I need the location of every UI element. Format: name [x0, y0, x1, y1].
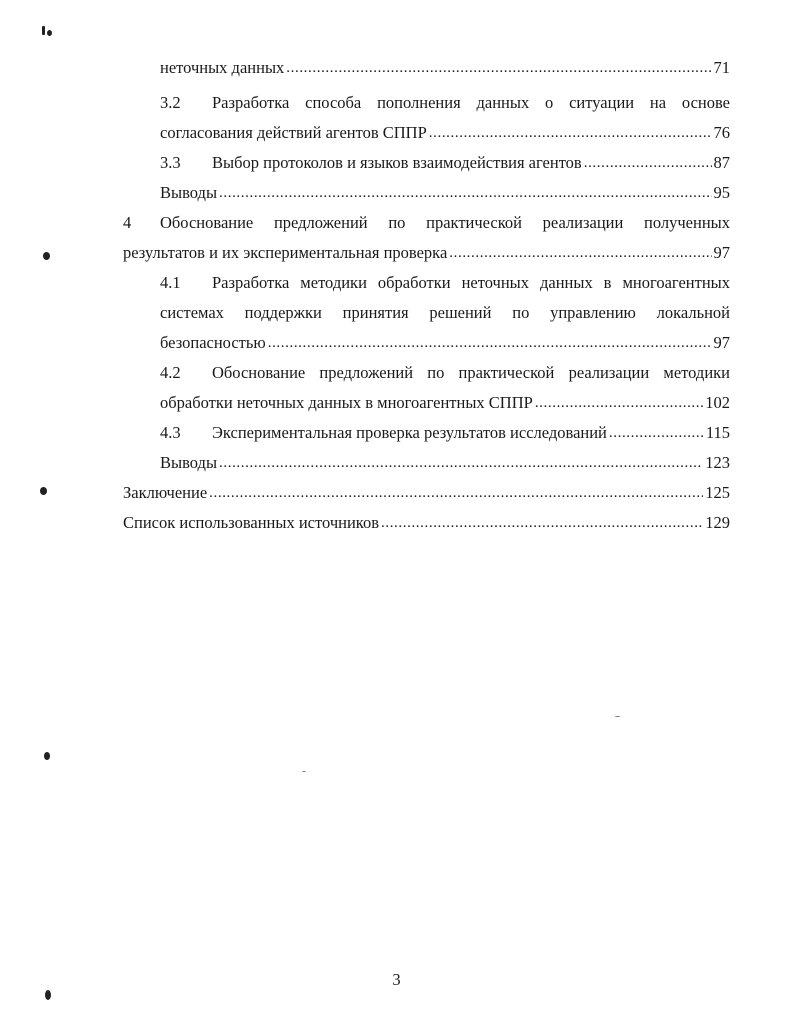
toc-entry-text: Экспериментальная проверка результатов исследований	[212, 423, 607, 442]
toc-entry-text: безопасностью	[160, 333, 266, 352]
toc-entry-text: Список использованных источников	[123, 513, 379, 532]
toc-entry-text: Обоснование предложений по практической реализации полученных	[160, 213, 730, 232]
page-number: 3	[392, 970, 401, 989]
scan-speck	[44, 752, 50, 760]
toc-entry-page: 123	[705, 453, 730, 472]
toc-entry-page: 87	[713, 153, 730, 172]
toc-entry-text: обработки неточных данных в многоагентных СППР	[160, 393, 533, 412]
toc-entry-text: Выбор протоколов и языков взаимодействия агентов	[212, 153, 582, 172]
toc-entry	[160, 393, 730, 413]
toc-leader-dots	[381, 512, 703, 533]
toc-entry-number: 4	[123, 213, 132, 232]
toc-entry-number: 4.2	[160, 363, 181, 382]
toc-entry-page: 129	[705, 513, 730, 532]
toc-leader-dots	[429, 122, 712, 143]
toc-entry-text: Разработка методики обработки неточных данных в многоагентных	[212, 273, 730, 292]
toc-entry-number: 3.2	[160, 93, 181, 112]
toc-entry-page: 71	[713, 58, 730, 77]
toc-entry	[160, 303, 730, 323]
toc-entry-page: 97	[713, 333, 730, 352]
toc-entry-page: 76	[713, 123, 730, 142]
toc-entry-text: Разработка способа пополнения данных о ситуации на основе	[212, 93, 730, 112]
toc-leader-dots	[609, 422, 704, 443]
toc-entry	[123, 513, 730, 533]
toc-leader-dots	[219, 452, 703, 473]
toc-entry-text: неточных данных	[160, 58, 285, 77]
toc-entry-number: 4.3	[160, 423, 181, 442]
toc-entry	[160, 273, 730, 293]
scan-speck	[47, 30, 52, 36]
toc-entry-text: результатов и их экспериментальная проверка	[123, 243, 448, 262]
toc-entry-number: 3.3	[160, 153, 181, 172]
toc-entry	[160, 183, 730, 203]
toc-leader-dots	[535, 392, 703, 413]
toc-entry	[123, 213, 730, 233]
toc-leader-dots	[268, 332, 712, 353]
toc-entry	[160, 153, 730, 173]
toc-entry-text: системах поддержки принятия решений по управлению локальной	[160, 303, 730, 322]
toc-entry-text: Заключение	[123, 483, 208, 502]
scan-speck	[45, 990, 51, 1000]
toc-leader-dots	[584, 152, 712, 173]
toc-entry	[160, 363, 730, 383]
toc-leader-dots	[209, 482, 703, 503]
toc-entry-page: 97	[713, 243, 730, 262]
toc-entry-text: Выводы	[160, 453, 218, 472]
toc-entry	[160, 453, 730, 473]
toc-entry	[160, 333, 730, 353]
toc-entry	[123, 483, 730, 503]
toc-leader-dots	[219, 182, 711, 203]
scan-speck	[615, 716, 620, 717]
scan-speck	[43, 252, 50, 260]
toc-entry-page: 115	[705, 423, 730, 442]
toc-entry-page: 125	[705, 483, 730, 502]
toc-entry-text: согласования действий агентов СППР	[160, 123, 427, 142]
toc-entry	[123, 243, 730, 263]
scan-speck	[42, 26, 45, 35]
toc-entry-page: 102	[705, 393, 730, 412]
toc-entry	[160, 58, 730, 78]
toc-leader-dots	[449, 242, 711, 263]
toc-entry	[160, 423, 730, 443]
toc-leader-dots	[286, 57, 711, 78]
toc-entry	[160, 123, 730, 143]
scan-speck	[40, 487, 47, 495]
toc-entry-text: Обоснование предложений по практической реализации методики	[212, 363, 730, 382]
toc-entry-page: 95	[713, 183, 730, 202]
toc-entry	[160, 93, 730, 113]
scan-speck	[302, 771, 306, 772]
toc-entry-text: Выводы	[160, 183, 218, 202]
toc-entry-number: 4.1	[160, 273, 181, 292]
